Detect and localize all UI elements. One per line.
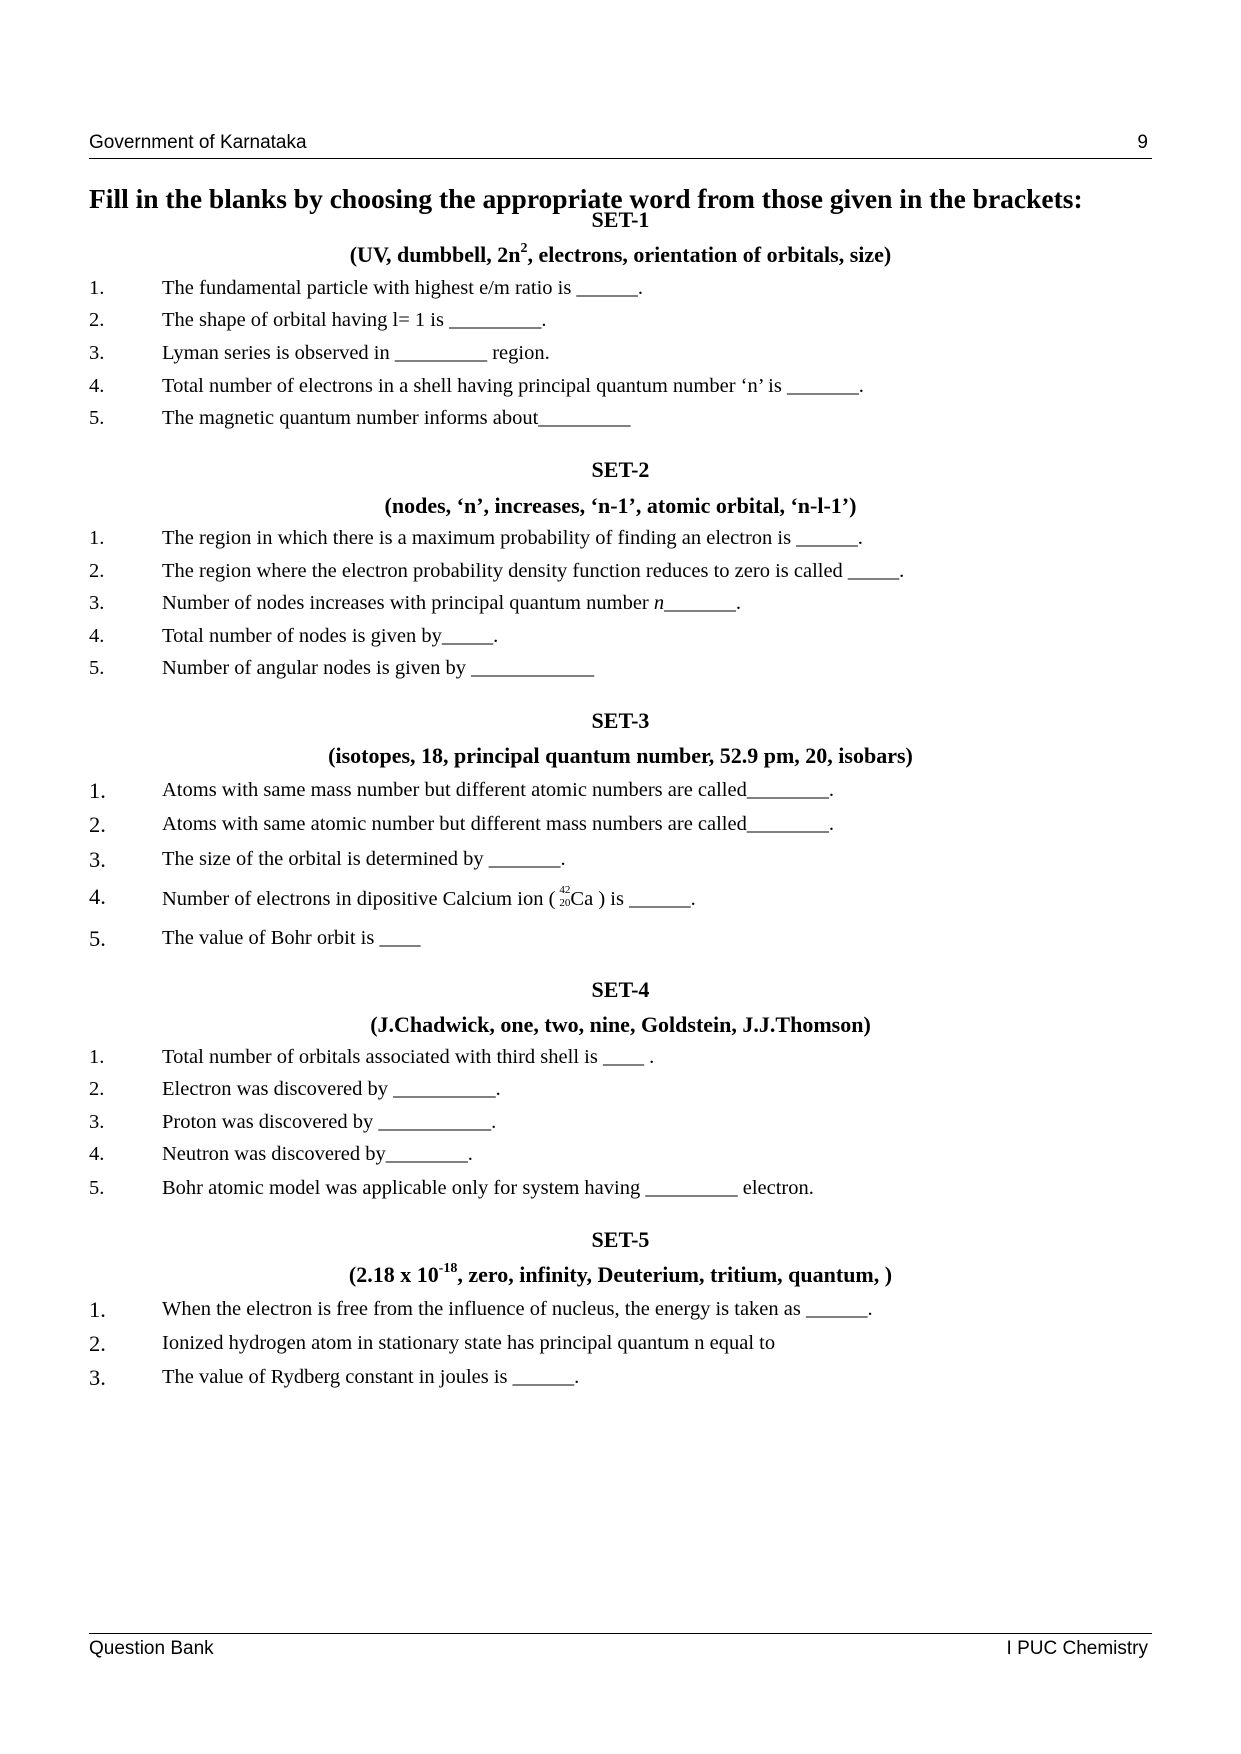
question: 4. Neutron was discovered by________. [89,1143,473,1165]
set-1-title: SET-1 [591,207,650,232]
set-4-options: (J.Chadwick, one, two, nine, Goldstein, J.J.Thomson) [370,1012,871,1037]
instruction-title: Fill in the blanks by choosing the appropriate word from those given in the brackets: [89,183,1083,214]
question: 2. Electron was discovered by __________. [89,1078,501,1100]
set-3-title: SET-3 [591,708,650,733]
question: 3. Lyman series is observed in _________ region. [89,342,550,364]
question: 2. Ionized hydrogen atom in stationary state has principal quantum n equal to [89,1331,776,1356]
question: 3. The size of the orbital is determined by _______. [89,847,566,872]
header-organization: Government of Karnataka [89,132,307,153]
question: 4. Total number of electrons in a shell having principal quantum number ‘n’ is _______. [89,375,864,397]
set-2-title: SET-2 [591,457,650,482]
footer-subject: I PUC Chemistry [1006,1638,1148,1659]
question: 4. Total number of nodes is given by_____. [89,625,499,647]
question: 5. Bohr atomic model was applicable only for system having _________ electron. [89,1177,814,1199]
question: 1. The fundamental particle with highest e/m ratio is ______. [89,277,644,299]
question: 1. When the electron is free from the influence of nucleus, the energy is taken as ______. [89,1297,873,1322]
set-5-options: (2.18 x $10^{-18}$, zero, infinity, Deuterium, tritium, quantum, ) [348,1260,893,1287]
question: 5. The magnetic quantum number informs about_________ [89,407,631,429]
question: 2. The shape of orbital having l= 1 is _________. [89,309,547,331]
question: 2. The region where the electron probability density function reduces to zero is called _____. [89,560,905,582]
footer-book-title: Question Bank [89,1638,214,1659]
set-5-title: SET-5 [591,1227,650,1252]
question: 1. Atoms with same mass number but different atomic numbers are called________. [89,778,834,803]
calcium-isotope-notation: 42 20 [559,884,571,909]
question: 1. The region in which there is a maximum probability of finding an electron is ______. [89,527,863,549]
question: 4. Number of electrons in dipositive Calcium ion ( 42 20 Ca ) is ______. [89,884,696,910]
question: 1. Total number of orbitals associated with third shell is ____ . [89,1046,655,1068]
set-1-options: (UV, dumbbell, $2n^2$, electrons, orientation of orbitals, size) [349,240,892,267]
page-header [89,132,1152,159]
question: 5. Number of angular nodes is given by ____________ [89,657,595,679]
question: 5. The value of Bohr orbit is ____ [89,926,421,951]
set-4-title: SET-4 [591,977,650,1002]
page-footer [89,1633,1152,1659]
question: 3. Number of nodes increases with principal quantum number n_______. [89,592,741,614]
set-3-options: (isotopes, 18, principal quantum number, 52.9 pm, 20, isobars) [328,743,913,768]
set-2-options: (nodes, ‘n’, increases, ‘n-1’, atomic orbital, ‘n-l-1’) [384,493,857,518]
question: 3. Proton was discovered by ___________. [89,1111,497,1133]
question: 3. The value of Rydberg constant in joules is ______. [89,1365,580,1390]
page-number: 9 [1137,132,1148,153]
question: 2. Atoms with same atomic number but different mass numbers are called________. [89,812,834,837]
